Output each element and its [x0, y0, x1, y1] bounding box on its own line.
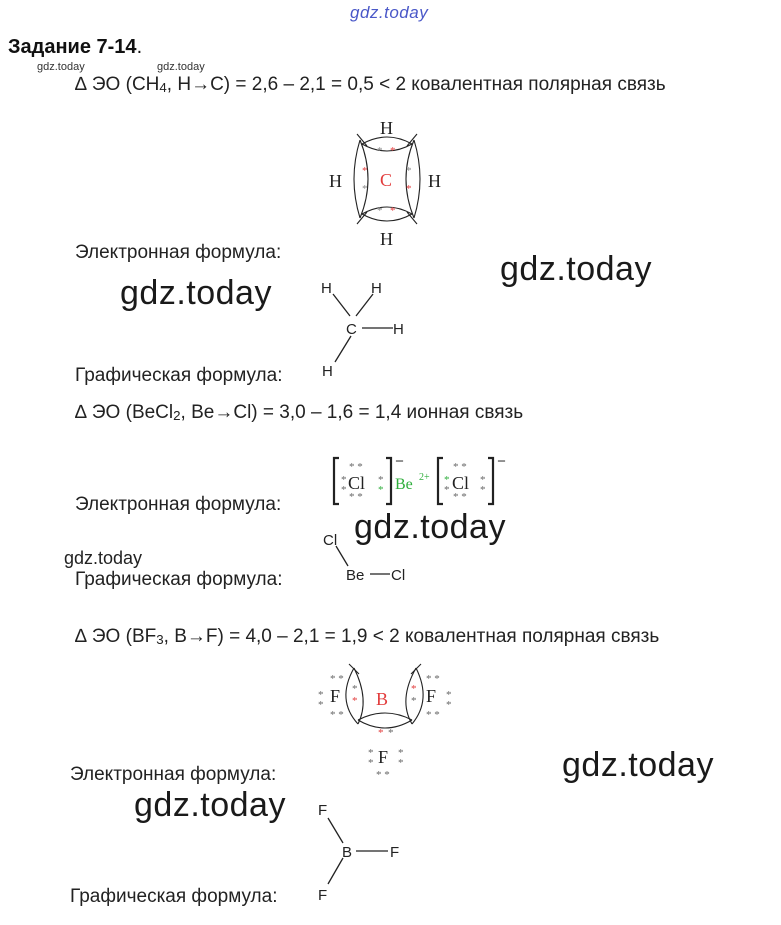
ch4-h-top: H [380, 118, 393, 138]
bf3-electron-diagram [312, 660, 462, 780]
svg-text:*: * [378, 484, 384, 496]
bf3-graphic-b: B [342, 844, 353, 861]
svg-text:*: * [390, 205, 396, 217]
becl2-be-atom: Be [395, 476, 413, 493]
ch4-electron-diagram [320, 112, 455, 250]
becl2-cl-right: Cl [452, 473, 470, 493]
bf3-graphic-label: Графическая формула: [70, 886, 278, 907]
svg-text:* *: * * [349, 461, 363, 473]
ch4-electron-label: Электронная формула: [75, 242, 282, 263]
ch4-graphic-h2: H [371, 280, 382, 297]
becl2-equation: ∆ ЭО (BeCl$_2$, Be→Cl) = 3,0 – 1,6 = 1,4 ионная связь [75, 402, 524, 423]
svg-text:*: * [388, 727, 394, 739]
svg-text:–: – [396, 453, 403, 468]
ch4-c-atom: C [380, 170, 393, 190]
watermark-top: gdz.today [350, 3, 429, 22]
bf3-f-left: F [330, 686, 341, 706]
watermark-big-left-1: gdz.today [120, 274, 272, 312]
bf3-graphic-f2: F [390, 844, 400, 861]
svg-text:*: * [352, 683, 358, 695]
svg-text:* *: * * [453, 461, 467, 473]
ch4-graphic-h1: H [321, 280, 332, 297]
svg-text:*: * [377, 205, 383, 217]
svg-text:*: * [398, 747, 404, 759]
svg-text:*: * [406, 165, 412, 177]
ch4-h-bottom: H [380, 229, 393, 249]
svg-text:* *: * * [453, 491, 467, 503]
svg-text:* *: * * [426, 709, 440, 721]
svg-text:–: – [498, 453, 505, 468]
becl2-graphic-label: Графическая формула: [75, 569, 283, 590]
svg-text:*: * [377, 145, 383, 157]
svg-text:*: * [352, 695, 358, 707]
watermark-big-center: gdz.today [354, 508, 506, 546]
watermark-small-2: gdz.today [157, 61, 205, 73]
ch4-graphic-c: C [346, 321, 357, 338]
svg-text:*: * [446, 699, 452, 711]
svg-text:* *: * * [426, 673, 440, 685]
watermark-big-right-1: gdz.today [500, 250, 652, 288]
watermark-big-right-2: gdz.today [562, 746, 714, 784]
bf3-graphic-f3: F [318, 887, 328, 904]
bf3-electron-label: Электронная формула: [70, 764, 277, 785]
svg-text:*: * [318, 689, 324, 701]
bf3-equation: ∆ ЭО ($BF_3$, B→F) = 4,0 – 2,1 = 1,9 < 2 ковалентная полярная связь [75, 626, 660, 647]
bf3-graphic-formula [310, 796, 420, 908]
svg-text:*: * [368, 747, 374, 759]
svg-text:* *: * * [349, 491, 363, 503]
svg-text:* *: * * [330, 709, 344, 721]
bf3-b-atom: B [376, 689, 389, 709]
ch4-graphic-label: Графическая формула: [75, 365, 283, 386]
watermark-mid-left: gdz.today [64, 548, 143, 568]
svg-text:*: * [378, 474, 384, 486]
bf3-f-bottom: F [378, 747, 389, 767]
watermark-big-left-2: gdz.today [134, 786, 286, 824]
bf3-f-right: F [426, 686, 437, 706]
svg-text:*: * [480, 474, 486, 486]
ch4-graphic-formula [315, 276, 415, 381]
bf3-graphic-f1: F [318, 802, 328, 819]
ch4-graphic-h3: H [393, 321, 404, 338]
svg-text:*: * [411, 695, 417, 707]
svg-text:*: * [318, 699, 324, 711]
svg-text:*: * [341, 474, 347, 486]
becl2-cl-left: Cl [348, 473, 366, 493]
svg-text:*: * [480, 484, 486, 496]
ch4-graphic-h4: H [322, 363, 333, 380]
svg-text:*: * [411, 683, 417, 695]
becl2-graphic-be: Be [346, 567, 365, 584]
ch4-h-right: H [428, 171, 441, 191]
svg-text:*: * [378, 727, 384, 739]
svg-text:*: * [444, 484, 450, 496]
svg-text:*: * [446, 689, 452, 701]
becl2-graphic-cl2: Cl [391, 567, 406, 584]
becl2-electron-label: Электронная формула: [75, 494, 282, 515]
svg-text:*: * [368, 757, 374, 769]
ch4-h-left: H [329, 171, 342, 191]
svg-text:* *: * * [376, 769, 390, 780]
becl2-graphic-cl1: Cl [323, 532, 338, 549]
svg-text:*: * [398, 757, 404, 769]
svg-text:*: * [390, 145, 396, 157]
svg-text:*: * [362, 165, 368, 177]
svg-text:*: * [444, 474, 450, 486]
task-title: Задание 7-14. [8, 36, 143, 58]
becl2-graphic-formula [318, 528, 418, 588]
ch4-equation: ∆ ЭО ($CH_4$, H→C) = 2,6 – 2,1 = 0,5 < 2 ковалентная полярная связь [75, 74, 666, 95]
becl2-be-charge: 2+ [419, 472, 430, 483]
svg-text:*: * [362, 183, 368, 195]
svg-text:* *: * * [330, 673, 344, 685]
svg-text:*: * [341, 484, 347, 496]
becl2-electron-diagram [330, 452, 510, 512]
svg-text:*: * [406, 183, 412, 195]
watermark-small-1: gdz.today [37, 61, 85, 73]
